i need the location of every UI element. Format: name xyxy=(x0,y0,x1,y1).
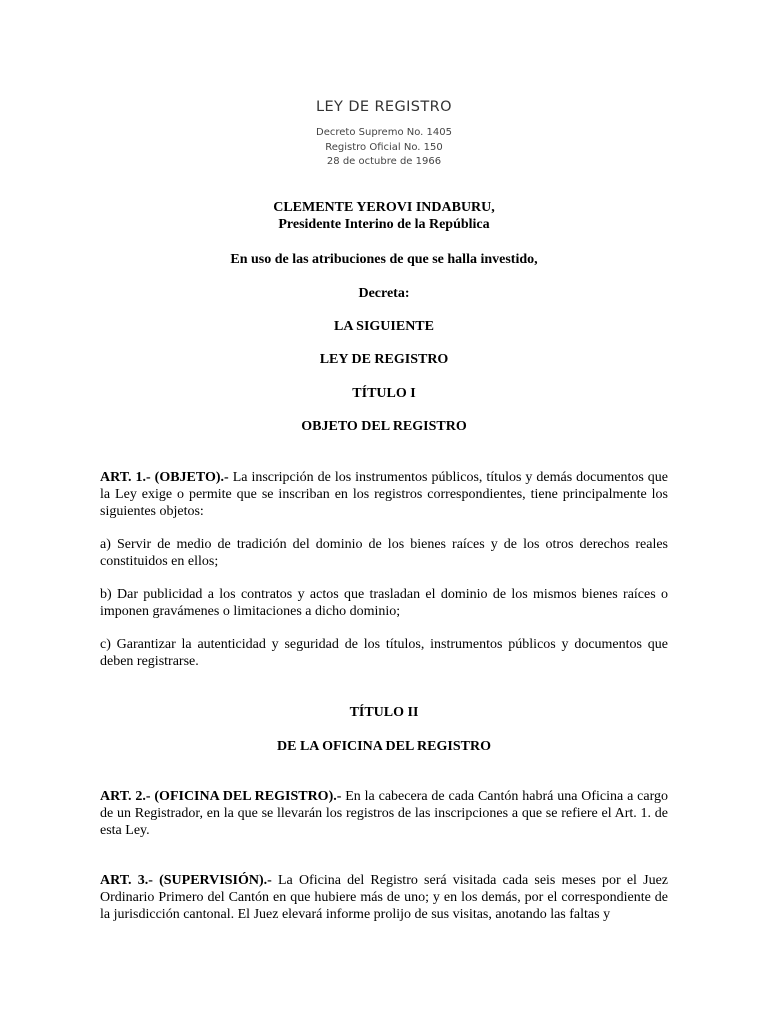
article-1-lead: ART. 1.- (OBJETO).- xyxy=(100,470,229,485)
article-3-text: La Oficina del Registro será visitada cada seis meses por el Juez Ordinario Primero del Cantón en que hubiere más de uno; y en los demás, por el correspondiente de la jurisdicción cantonal. El Juez elevará informe prolijo de sus visitas, anotando las faltas y xyxy=(100,873,669,922)
article-1-item-a: a) Servir de medio de tradición del dominio de los bienes raíces y de los otros derechos reales constituidos en ellos; xyxy=(100,537,668,569)
president-title: Presidente Interino de la República xyxy=(278,217,490,232)
la-siguiente-heading: LA SIGUIENTE xyxy=(334,319,434,334)
titulo-2-label: TÍTULO II xyxy=(349,705,419,720)
meta-date: 28 de octubre de 1966 xyxy=(326,156,442,167)
article-2-text: En la cabecera de cada Cantón habrá una Oficina a cargo de un Registrador, en la que se llevarán los registros de las inscripciones a que se refiere el Art. 1. de esta Ley. xyxy=(100,789,668,838)
titulo-2-name: DE LA OFICINA DEL REGISTRO xyxy=(277,739,491,754)
article-1-text: La inscripción de los instrumentos públicos, títulos y demás documentos que la Ley exige o permite que se inscriban en los registros correspondientes, tiene principalmente los siguientes objetos: xyxy=(100,470,668,519)
article-3 xyxy=(100,872,668,923)
document-meta xyxy=(100,126,668,170)
titulo-1-label: TÍTULO I xyxy=(352,386,416,401)
article-3-lead: ART. 3.- (SUPERVISIÓN).- xyxy=(100,873,272,888)
article-2-lead: ART. 2.- (OFICINA DEL REGISTRO).- xyxy=(100,789,342,804)
law-name-heading: LEY DE REGISTRO xyxy=(319,352,449,367)
article-1-item-c: c) Garantizar la autenticidad y seguridad de los títulos, instrumentos públicos y documentos que deben registrarse. xyxy=(100,637,668,669)
titulo-1-name: OBJETO DEL REGISTRO xyxy=(301,419,467,434)
article-2 xyxy=(100,788,668,839)
meta-decree: Decreto Supremo No. 1405 xyxy=(316,127,452,138)
meta-registry: Registro Oficial No. 150 xyxy=(325,141,443,153)
decreta-heading: Decreta: xyxy=(358,286,410,301)
document-title: LEY DE REGISTRO xyxy=(316,99,452,115)
article-1-item-b: b) Dar publicidad a los contratos y actos que trasladan el dominio de los mismos bienes raíces o imponen gravámenes o limitaciones a dicho dominio; xyxy=(100,587,668,619)
powers-statement: En uso de las atribuciones de que se halla investido, xyxy=(230,252,538,267)
president-name: CLEMENTE YEROVI INDABURU, xyxy=(273,200,495,215)
article-1 xyxy=(100,469,668,520)
